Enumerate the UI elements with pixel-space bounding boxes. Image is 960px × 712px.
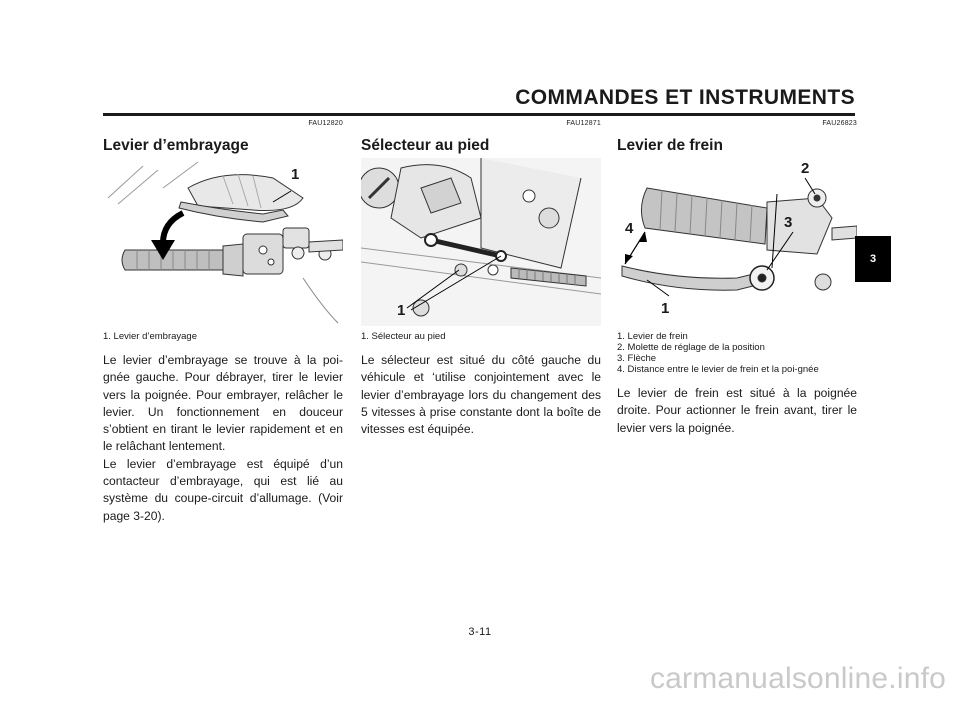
callout-number: 4	[625, 220, 634, 237]
callout-number: 1	[661, 300, 670, 317]
clutch-lever-drawing	[103, 158, 343, 326]
section-clutch-lever	[103, 118, 343, 525]
chapter-tab: 3	[855, 236, 891, 282]
page-number: 3-11	[468, 626, 492, 638]
callout-number: 1	[397, 302, 406, 319]
caption-item: 4. Distance entre le levier de frein et la poi-gnée	[617, 364, 819, 375]
paragraph: Le levier de frein est situé à la poignée droite. Pour actionner le frein avant, tirer le levier vers la poignée.	[617, 386, 857, 435]
caption-item: 3. Flèche	[617, 353, 657, 364]
section-title: Levier d’embrayage	[103, 137, 249, 154]
callout-number: 1	[291, 166, 300, 183]
section-code: FAU26823	[822, 120, 857, 127]
section-body	[361, 352, 601, 438]
paragraph: Le levier d’embrayage est équipé d’un contacteur d’embrayage, qui est lié au système du coupe-circuit d’allumage. (Voir page 3-20).	[103, 456, 343, 523]
figure-caption	[617, 331, 857, 375]
section-code: FAU12871	[566, 120, 601, 127]
caption-item: 1. Levier d’embrayage	[103, 331, 197, 342]
brake-lever-drawing	[617, 158, 857, 326]
section-title: Levier de frein	[617, 137, 723, 154]
page-header	[0, 0, 960, 120]
shift-pedal-illustration	[361, 158, 601, 326]
figure-caption	[103, 331, 343, 342]
figure-caption	[361, 331, 601, 342]
caption-item: 1. Sélecteur au pied	[361, 331, 446, 342]
chapter-title: COMMANDES ET INSTRUMENTS	[515, 86, 855, 109]
caption-item: 2. Molette de réglage de la position	[617, 342, 765, 353]
paragraph: Le sélecteur est situé du côté gauche du véhicule et ‘utilise conjointement avec le levier d’embrayage lors du changement des 5 vitesses à prise constante dont la boîte de vitesses est équipée.	[361, 353, 601, 437]
section-code: FAU12820	[308, 120, 343, 127]
shift-pedal-drawing	[361, 158, 601, 326]
section-title: Sélecteur au pied	[361, 137, 490, 154]
brake-lever-illustration	[617, 158, 857, 326]
section-shift-pedal	[361, 118, 601, 438]
section-brake-lever	[617, 118, 857, 437]
clutch-lever-illustration	[103, 158, 343, 326]
watermark: carmanualsonline.info	[649, 662, 946, 695]
section-body	[103, 352, 343, 525]
section-body	[617, 385, 857, 437]
header-rule	[103, 113, 855, 116]
caption-item: 1. Levier de frein	[617, 331, 688, 342]
callout-number: 2	[801, 160, 810, 177]
callout-number: 3	[784, 214, 793, 231]
paragraph: Le levier d’embrayage se trouve à la poi-gnée gauche. Pour débrayer, tirer le levier vers la poignée. Pour embrayer, relâcher le levier. Un fonctionnement en douceur s’obtient en tirant le levier rapidement et en le relâchant lentement.	[103, 353, 343, 454]
